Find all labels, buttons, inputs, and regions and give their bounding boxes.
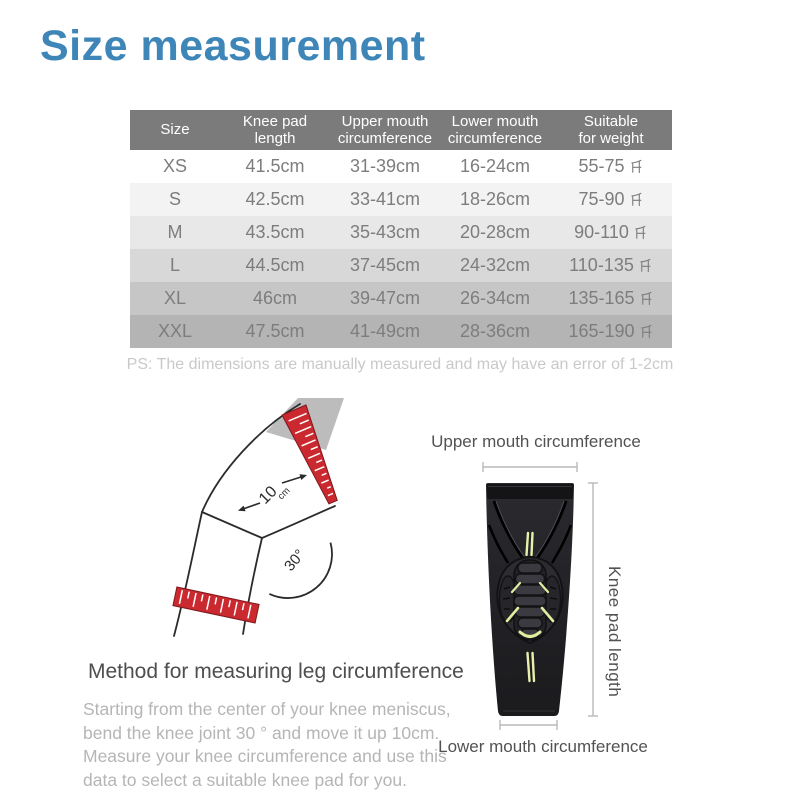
upper-cell: 41-49cm (349, 321, 421, 341)
catty-unit-glyph (629, 158, 644, 174)
catty-unit-glyph (639, 323, 654, 339)
size-cell: XS (162, 156, 187, 176)
measure-line-upper-mouth (483, 462, 577, 472)
size-table (130, 110, 672, 348)
length-cell: 42.5cm (245, 189, 305, 209)
upper-cell: 39-47cm (349, 288, 421, 308)
weight-cell: 55-75 (550, 150, 672, 183)
size-cell: L (169, 255, 180, 275)
table-header-row (130, 110, 672, 150)
weight-cell: 75-90 (550, 183, 672, 216)
lower-cell: 18-26cm (459, 189, 531, 209)
weight-cell: 90-110 (550, 216, 672, 249)
lower-cell: 20-28cm (459, 222, 531, 242)
page-title: Size measurement (40, 22, 426, 70)
lower-mouth-label: Lower mouth circumference (438, 737, 648, 756)
size-cell: M (167, 222, 183, 242)
table-row (130, 216, 672, 249)
leg-measuring-diagram (148, 396, 404, 662)
method-line: bend the knee joint 30 ° and move it up 10cm. (83, 722, 440, 743)
method-heading: Method for measuring leg circumference (88, 660, 464, 683)
knee-pad-length-label: Knee pad length (605, 566, 624, 698)
upper-cell: 37-45cm (349, 255, 421, 275)
header-cell-upper-mouth: Upper mouth circumference (330, 110, 440, 150)
weight-cell: 110-135 (550, 249, 672, 282)
lower-cell: 26-34cm (459, 288, 531, 308)
size-cell: S (168, 189, 181, 209)
table-row (130, 282, 672, 315)
catty-unit-glyph (639, 290, 654, 306)
lower-measuring-tape (173, 587, 259, 623)
length-cell: 43.5cm (245, 222, 305, 242)
length-cell: 41.5cm (245, 156, 305, 176)
method-paragraph (83, 698, 451, 792)
angle-label: 30° (281, 546, 309, 575)
distance-unit: cm (275, 485, 293, 503)
catty-unit-glyph (638, 257, 653, 273)
method-line: Measure your knee circumference and use this (83, 746, 447, 766)
weight-cell: 135-165 (550, 282, 672, 315)
measure-line-lower-mouth (500, 720, 557, 730)
lower-cell: 24-32cm (459, 255, 531, 275)
pad-ribs (514, 563, 546, 638)
size-table-header (130, 110, 672, 150)
length-cell: 47.5cm (245, 321, 305, 341)
table-row (130, 249, 672, 282)
size-cell: XXL (157, 321, 193, 341)
lower-cell: 28-36cm (459, 321, 531, 341)
table-row (130, 183, 672, 216)
measurement-disclaimer: PS: The dimensions are manually measured and may have an error of 1-2cm (126, 356, 674, 373)
method-line: data to select a suitable knee pad for you. (83, 769, 407, 790)
table-row (130, 150, 672, 183)
upper-cell: 35-43cm (349, 222, 421, 242)
distance-value: 10 (255, 483, 281, 508)
weight-cell: 165-190 (550, 315, 672, 348)
header-cell-knee-pad-length: Knee pad length (220, 110, 330, 150)
lower-cell: 16-24cm (459, 156, 531, 176)
measure-line-knee-pad-length (588, 483, 598, 716)
header-cell-lower-mouth: Lower mouth circumference (440, 110, 550, 150)
catty-unit-glyph (629, 191, 644, 207)
header-cell-size: Size (130, 110, 220, 150)
table-row (130, 315, 672, 348)
arrowhead-down (238, 506, 246, 512)
header-cell-weight: Suitable for weight (550, 110, 672, 150)
upper-cell: 31-39cm (349, 156, 421, 176)
method-line: Starting from the center of your knee meniscus, (83, 699, 451, 719)
arrowhead-up (300, 474, 308, 480)
catty-unit-glyph (633, 224, 648, 240)
length-cell: 46cm (252, 288, 297, 308)
upper-mouth-label: Upper mouth circumference (431, 432, 641, 451)
upper-cell: 33-41cm (349, 189, 421, 209)
length-cell: 44.5cm (245, 255, 305, 275)
size-cell: XL (163, 288, 187, 308)
